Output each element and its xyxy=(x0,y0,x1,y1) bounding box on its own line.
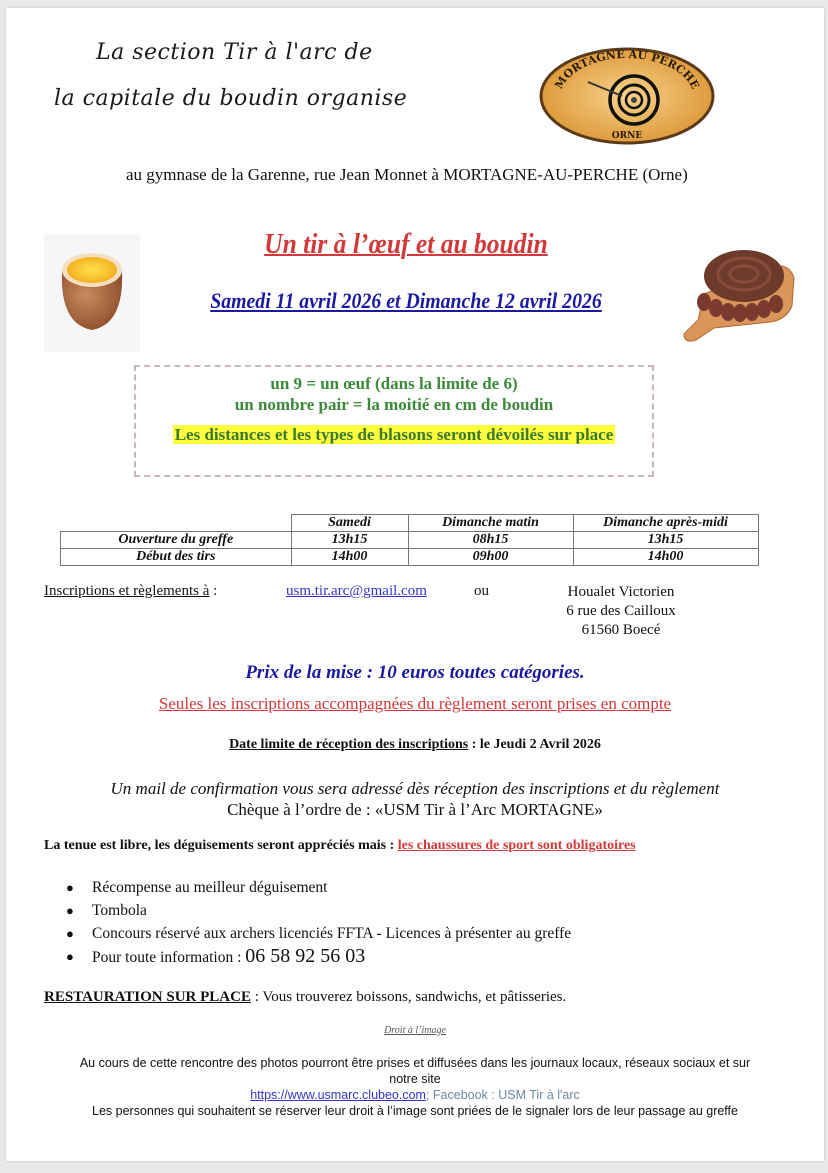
phone-number: 06 58 92 56 03 xyxy=(245,945,366,967)
info-label: Pour toute information : xyxy=(92,949,246,966)
rule-highlight: Les distances et les types de blasons seront dévoilés sur place xyxy=(174,425,614,444)
intro-line-2: la capitale du boudin organise xyxy=(54,86,408,111)
image-rights-body xyxy=(6,1055,824,1119)
bullet-icon: ● xyxy=(66,926,74,941)
list-item xyxy=(44,899,744,922)
list-item xyxy=(44,876,744,899)
address-line: 6 rue des Cailloux xyxy=(566,603,676,619)
address-line: Houalet Victorien xyxy=(567,584,675,600)
schedule-cell: 14h00 xyxy=(573,549,758,566)
catering-text: : Vous trouverez boissons, sandwichs, et pâtisseries. xyxy=(250,989,567,1005)
table-row xyxy=(61,549,759,566)
target-spiral-logo-icon xyxy=(538,46,716,146)
rules-box xyxy=(134,365,654,477)
address-line: 61560 Boecé xyxy=(581,622,661,638)
schedule-cell: 09h00 xyxy=(408,549,573,566)
image-rights-line-1: Au cours de cette rencontre des photos pourront être prises et diffusées dans les journaux locaux, réseaux sociaux et sur xyxy=(79,1056,751,1070)
email-link[interactable]: usm.tir.arc@gmail.com xyxy=(286,583,427,599)
rule-egg: un 9 = un œuf (dans la limite de 6) xyxy=(270,374,518,393)
dress-text: La tenue est libre, les déguisements seront appréciés mais : xyxy=(44,838,398,853)
list-item-text: Tombola xyxy=(92,902,147,919)
schedule-corner xyxy=(61,515,292,532)
bullet-icon: ● xyxy=(66,949,74,964)
confirmation-line-2: Chèque à l’ordre de : «USM Tir à l’Arc MORTAGNE» xyxy=(227,800,603,819)
confirmation-line-1: Un mail de confirmation vous sera adressé dès réception des inscriptions et du règlement xyxy=(110,779,720,798)
payment-note: Seules les inscriptions accompagnées du règlement seront prises en compte xyxy=(158,694,672,713)
schedule-col-header: Dimanche après-midi xyxy=(573,515,758,532)
image-rights-title: Droit à l’image xyxy=(384,1025,446,1036)
deadline-label: Date limite de réception des inscriptions xyxy=(229,737,469,752)
schedule-cell: 13h15 xyxy=(291,532,408,549)
schedule-cell: 14h00 xyxy=(291,549,408,566)
deadline-value: : le Jeudi 2 Avril 2026 xyxy=(468,737,601,752)
logo-bottom-text: ORNE xyxy=(611,131,643,141)
event-dates-wrap xyxy=(106,288,706,314)
list-item xyxy=(44,922,744,945)
postal-address xyxy=(556,583,686,640)
catering-label: RESTAURATION SUR PLACE xyxy=(44,989,251,1005)
intro-line-1: La section Tir à l'arc de xyxy=(96,40,373,65)
info-list xyxy=(44,876,744,968)
schedule-col-header: Dimanche matin xyxy=(408,515,573,532)
image-rights-line-2: notre site xyxy=(389,1072,441,1086)
bullet-icon: ● xyxy=(66,903,74,918)
table-row xyxy=(61,532,759,549)
registration-label-wrap xyxy=(44,583,217,600)
schedule-cell: 13h15 xyxy=(573,532,758,549)
image-rights-line-4: Les personnes qui souhaitent se réserver leur droit à l’image sont priées de le signaler lors de leur passage au greffe xyxy=(92,1104,738,1118)
event-dates: Samedi 11 avril 2026 et Dimanche 12 avril 2026 xyxy=(210,288,602,313)
schedule-row-label: Ouverture du greffe xyxy=(61,532,292,549)
schedule-table xyxy=(60,514,759,566)
flyer-page xyxy=(6,8,824,1161)
links-line xyxy=(6,1087,824,1103)
event-title: Un tir à l’œuf et au boudin xyxy=(264,228,548,260)
list-item-text: Concours réservé aux archers licenciés FFTA - Licences à présenter au greffe xyxy=(92,925,572,942)
schedule-col-header: Samedi xyxy=(291,515,408,532)
price-text: Prix de la mise : 10 euros toutes catégories. xyxy=(245,662,585,683)
list-item xyxy=(44,945,744,968)
or-text: ou xyxy=(474,583,489,599)
bullet-icon: ● xyxy=(66,880,74,895)
registration-label: Inscriptions et règlements à xyxy=(44,583,210,599)
club-logo xyxy=(538,46,716,146)
list-item-text: Récompense au meilleur déguisement xyxy=(92,879,328,896)
registration-colon: : xyxy=(209,583,218,599)
svg-text:MORTAGNE AU PERCHE: MORTAGNE AU PERCHE xyxy=(552,47,702,92)
schedule-row-label: Début des tirs xyxy=(61,549,292,566)
venue-text: au gymnase de la Garenne, rue Jean Monnet à MORTAGNE-AU-PERCHE (Orne) xyxy=(126,165,688,184)
rule-boudin: un nombre pair = la moitié en cm de boudin xyxy=(234,395,554,414)
dress-code xyxy=(44,838,636,854)
facebook-text: ; Facebook : USM Tir à l'arc xyxy=(425,1088,580,1102)
event-title-wrap xyxy=(146,228,666,261)
website-link[interactable]: https://www.usmarc.clubeo.com xyxy=(250,1088,426,1102)
schedule-cell: 08h15 xyxy=(408,532,573,549)
deadline xyxy=(6,737,824,753)
dress-mandatory: les chaussures de sport sont obligatoires xyxy=(397,838,636,853)
schedule-header-row xyxy=(61,515,759,532)
catering xyxy=(44,989,566,1006)
